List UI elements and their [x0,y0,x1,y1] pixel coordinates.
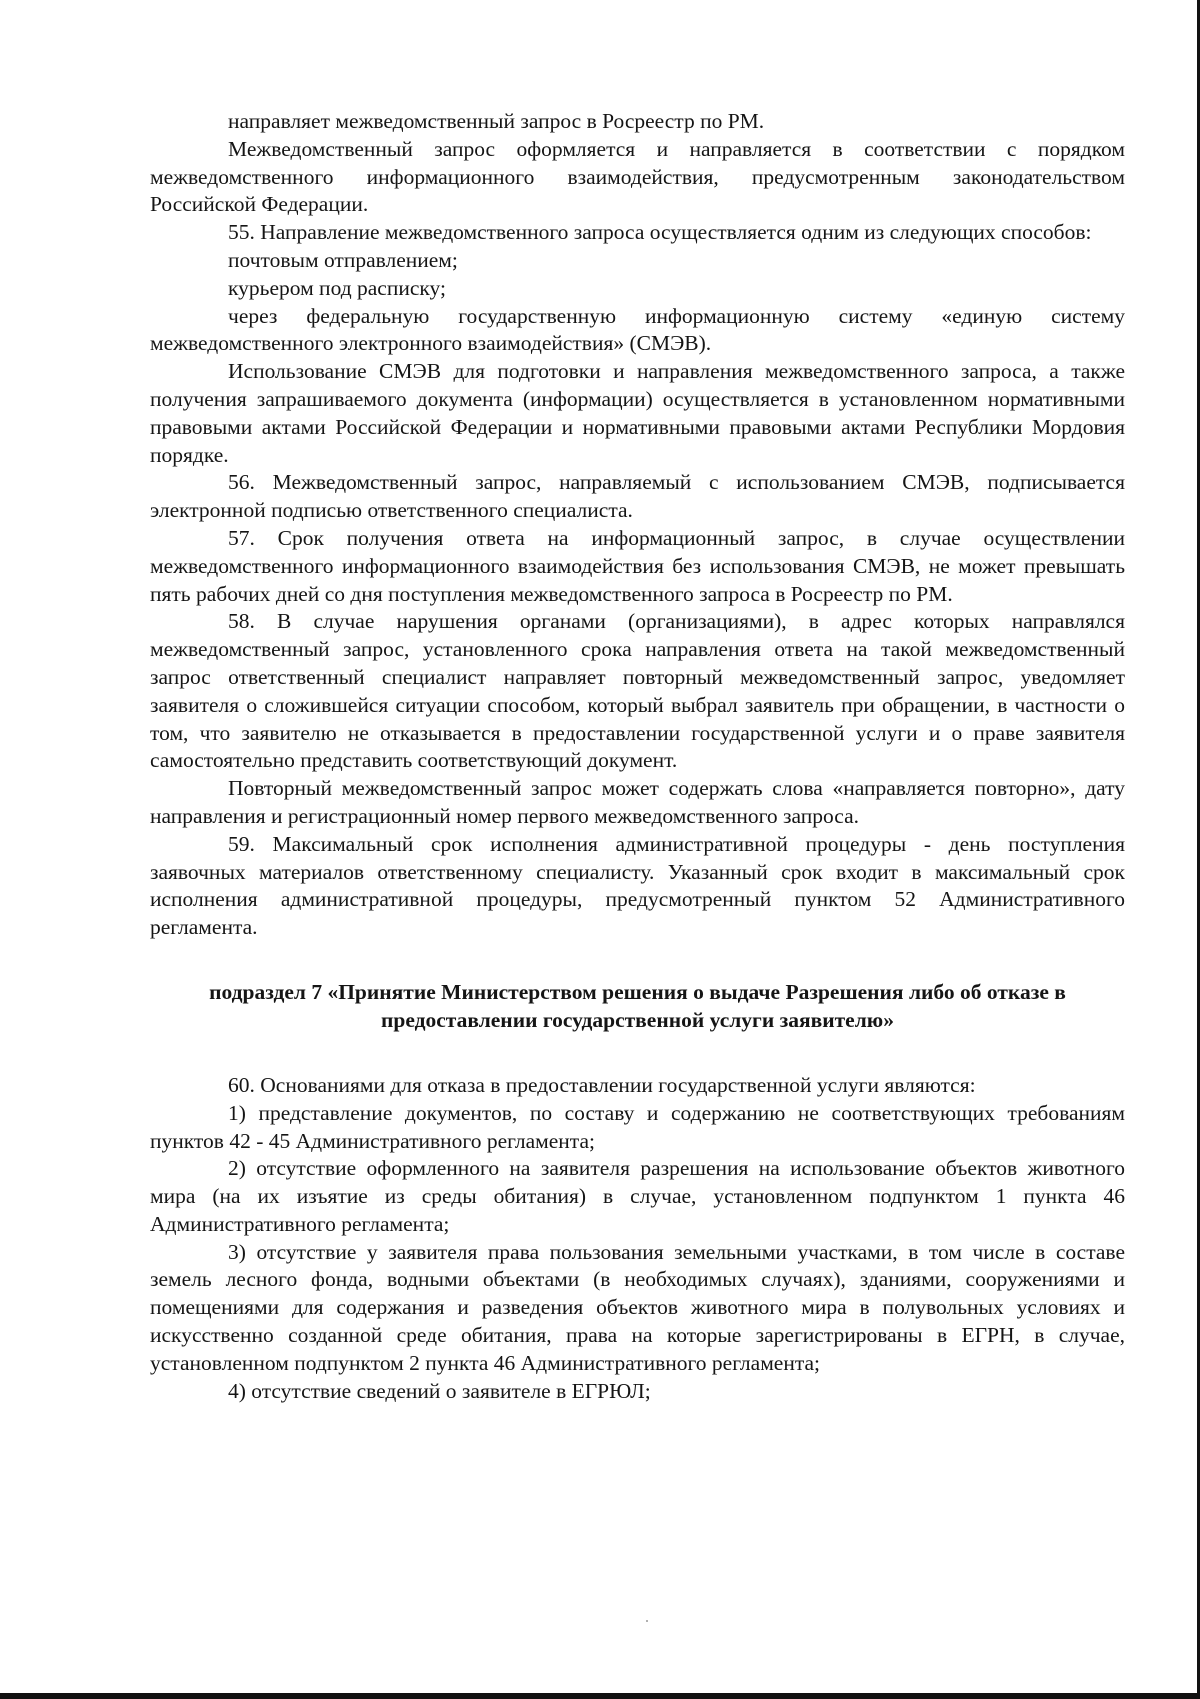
method-courier: курьером под расписку; [228,275,446,300]
paragraph-60-item-2: 2) отсутствие оформленного на заявителя разрешения на использование объектов животного мира (на их изъятие из среды обитания) в случае, установленном подпунктом 1 пункта 46 Административного регламента; [150,1156,1125,1236]
paragraph-60: 60. Основаниями для отказа в предоставлении государственной услуги являются: [228,1072,976,1097]
paragraph-60-item-4: 4) отсутствие сведений о заявителе в ЕГРЮЛ; [228,1378,651,1403]
method-post: почтовым отправлением; [228,247,458,272]
paragraph-60-item-1: 1) представление документов, по составу и содержанию не соответствующих требованиям пунктов 42 - 45 Административного регламента; [150,1100,1125,1153]
scan-bottom-edge [0,1693,1200,1699]
section-heading: подраздел 7 «Принятие Министерством решения о выдаче Разрешения либо об отказе в предоставлении государственной услуги заявителю» [209,979,1066,1032]
paragraph-59: 59. Максимальный срок исполнения административной процедуры - день поступления заявочных материалов ответственному специалисту. Указанный срок входит в максимальный срок исполнения административной процедуры, предусмотренный пунктом 52 Административного регламента. [150,831,1125,940]
paragraph-58: 58. В случае нарушения органами (организациями), в адрес которых направлялся межведомственный запрос, установленного срока направления ответа на такой межведомственный запрос ответственный специалист направляет повторный межведомственный запрос, уведомляет заявителя о сложившейся ситуации способом, который выбрал заявитель при обращении, в частности о том, что заявителю не отказывается в предоставлении государственной услуги и о праве заявителя самостоятельно представить соответствующий документ. [150,609,1125,773]
paragraph-smev-use: Использование СМЭВ для подготовки и направления межведомственного запроса, а также получения запрашиваемого документа (информации) осуществляется в установленном нормативными правовыми актами Российской Федерации и нормативными правовыми актами Республики Мордовия порядке. [150,359,1125,467]
paragraph-55: 55. Направление межведомственного запроса осуществляется одним из следующих способов: [228,220,1092,245]
paragraph-repeat-request: Повторный межведомственный запрос может содержать слова «направляется повторно», дату направления и регистрационный номер первого межведомственного запроса. [150,776,1125,828]
paragraph-60-item-3: 3) отсутствие у заявителя права пользования земельными участками, в том числе в составе земель лесного фонда, водными объектами (в необходимых случаях), зданиями, сооружениями и помещениями для содержания и разведения объектов животного мира в полувольных условиях и искусственно созданной среде обитания, права на которые зарегистрированы в ЕГРН, в случае, установленном подпунктом 2 пункта 46 Административного регламента; [150,1239,1125,1375]
paragraph-interdepartmental-order: Межведомственный запрос оформляется и направляется в соответствии с порядком межведомственного информационного взаимодействия, предусмотренным законодательством Российской Федерации. [150,136,1125,217]
paragraph-56: 56. Межведомственный запрос, направляемый с использованием СМЭВ, подписывается электронной подписью ответственного специалиста. [150,470,1125,523]
paragraph-continuation: направляет межведомственный запрос в Росреестр по РМ. [228,109,765,133]
scan-speck [646,1620,648,1622]
paragraph-smev-system: через федеральную государственную информационную систему «единую систему межведомственного электронного взаимодействия» (СМЭВ). [150,303,1125,356]
paragraph-57: 57. Срок получения ответа на информационный запрос, в случае осуществлении межведомственного информационного взаимодействия без использования СМЭВ, не может превышать пять рабочих дней со дня поступления межведомственного запроса в Росреестр по РМ. [150,525,1125,606]
document-body [150,108,1125,1405]
